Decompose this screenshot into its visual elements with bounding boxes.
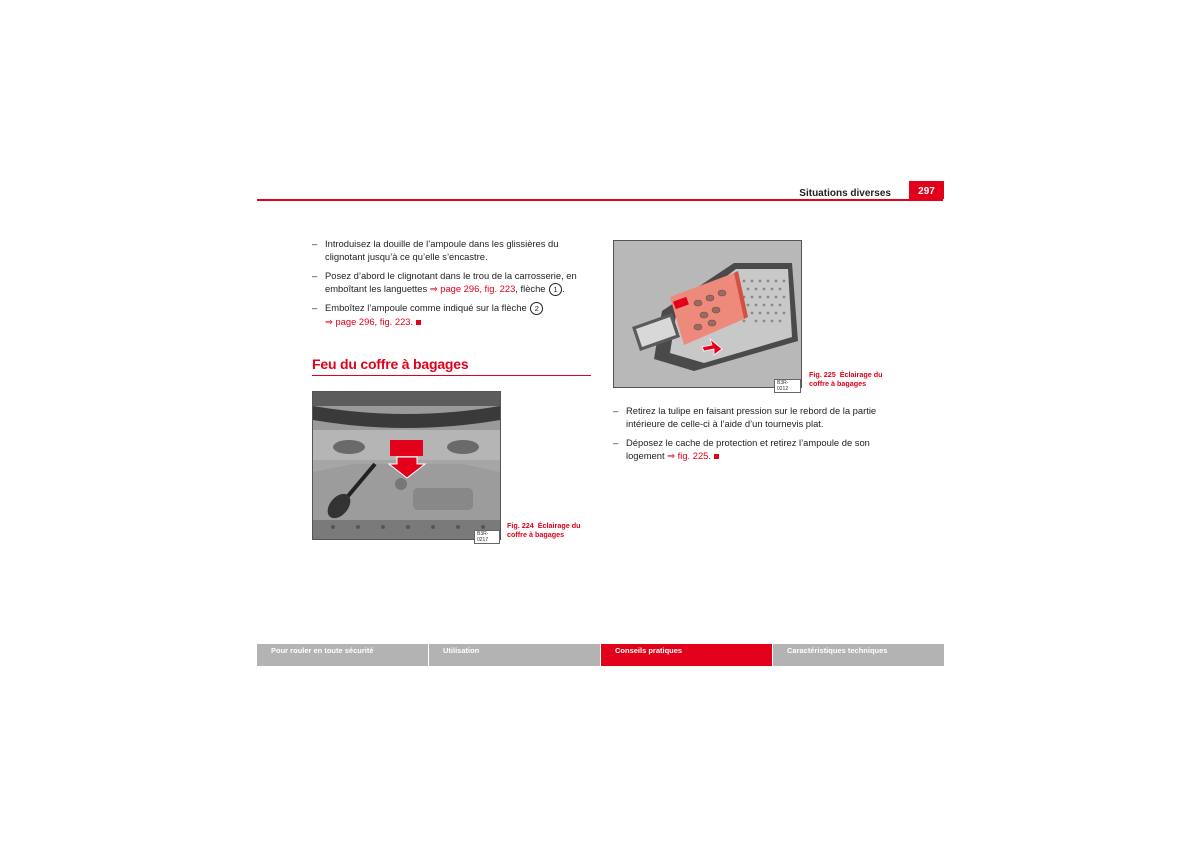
figure-ref-code: B3R-0217 <box>474 530 500 544</box>
step-4-text: Retirez la tulipe en faisant pression sur le rebord de la partie intérieure de celle-ci à l’aide d’un tournevis plat. <box>626 405 877 429</box>
end-of-section-icon <box>714 454 719 459</box>
step-4: – Retirez la tulipe en faisant pression sur le rebord de la partie intérieure de celle-ci à l’aide d’un tournevis plat. <box>613 404 893 430</box>
step-2: – Posez d’abord le clignotant dans le trou de la carrosserie, en emboîtant les languettes ⇒ page 296, fig. 223, flèche 1 . <box>312 270 577 295</box>
step-5: – Déposez le cache de protection et retirez l’ampoule de son logement ⇒ fig. 225. <box>613 437 870 461</box>
trunk-light-illustration <box>313 392 500 539</box>
lamp-unit-illustration <box>614 241 801 387</box>
page-number: 297 <box>909 181 944 199</box>
figure-225-caption: Fig. 225 Éclairage du coffre à bagages <box>809 370 883 388</box>
figure-224-image <box>312 391 501 543</box>
footer-tab-practical-tips[interactable]: Conseils pratiques <box>601 644 772 666</box>
cross-ref-link[interactable]: ⇒ page 296, fig. 223 <box>429 283 516 294</box>
section-rule <box>312 375 591 376</box>
footer-tab-safety[interactable]: Pour rouler en toute sécurité <box>257 644 428 666</box>
footer-tab-usage[interactable]: Utilisation <box>429 644 600 666</box>
cross-ref-link[interactable]: ⇒ page 296, fig. 223 <box>325 316 411 328</box>
step-3: – Emboîtez l’ampoule comme indiqué sur la flèche 2 ⇒ page 296, fig. 223. <box>312 301 591 328</box>
arrow-marker-1: 1 <box>549 283 562 296</box>
figure-224-caption: Fig. 224 Éclairage du coffre à bagages <box>507 521 581 539</box>
section-title: Feu du coffre à bagages <box>312 356 469 372</box>
header-rule <box>257 199 943 201</box>
cross-ref-link[interactable]: ⇒ fig. 225 <box>667 450 709 461</box>
figure-ref-code: B3R-0212 <box>774 379 801 393</box>
arrow-marker-2: 2 <box>530 302 543 315</box>
figure-225-image <box>613 240 802 392</box>
step-1: – Introduisez la douille de l’ampoule dans les glissières du clignotant jusqu’à ce qu’elle s’encastre. <box>312 237 591 263</box>
running-header-title: Situations diverses <box>799 188 891 199</box>
footer-tab-technical-specs[interactable]: Caractéristiques techniques <box>773 644 944 666</box>
step-1-text: Introduisez la douille de l’ampoule dans les glissières du clignotant jusqu’à ce qu’elle s’encastre. <box>325 238 559 262</box>
end-of-section-icon <box>416 320 421 325</box>
